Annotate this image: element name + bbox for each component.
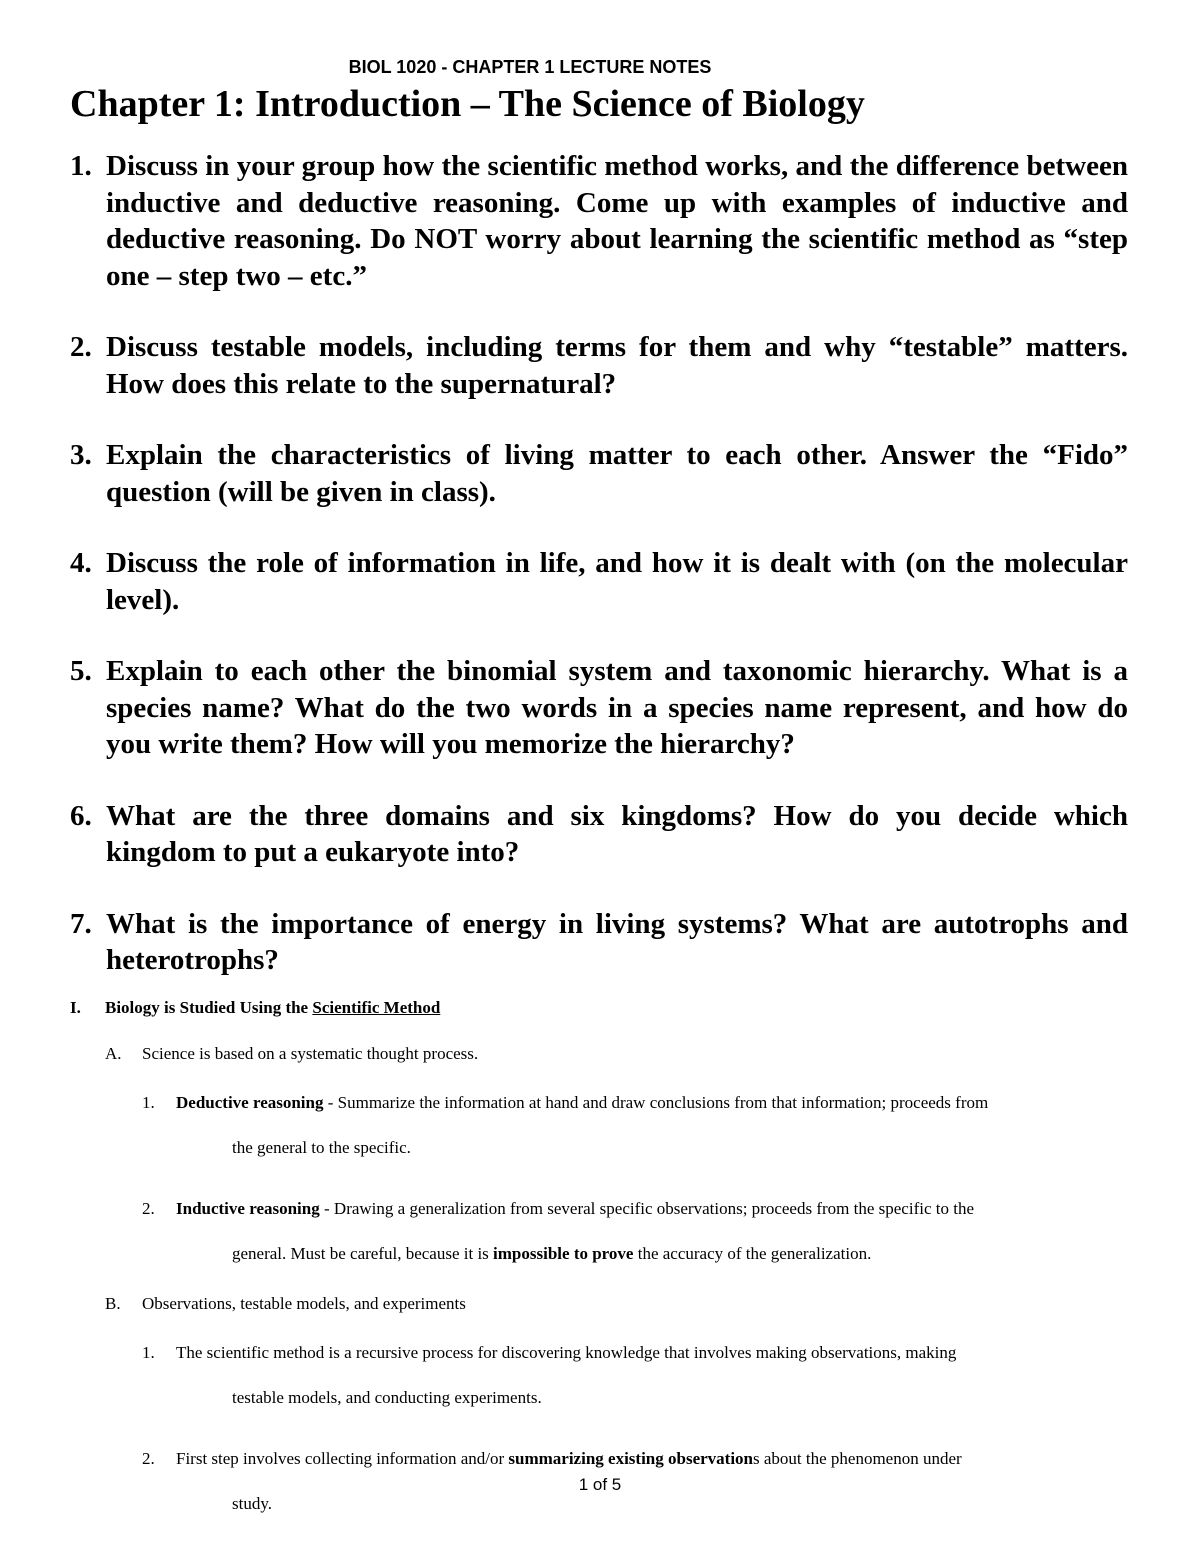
question-text: What are the three domains and six kingdoms? How do you decide which kingdom to put a eukaryote into? bbox=[106, 799, 1128, 868]
emphasis: summarizing existing observation bbox=[508, 1449, 753, 1468]
subsection-b bbox=[70, 1294, 1130, 1314]
item-continuation: testable models, and conducting experiments. bbox=[232, 1388, 542, 1407]
subsection-a bbox=[70, 1044, 1130, 1064]
question-number: 6. bbox=[70, 799, 92, 832]
question-text: Discuss the role of information in life, and how it is dealt with (on the molecular level). bbox=[106, 547, 1128, 616]
item-continuation: study. bbox=[232, 1494, 272, 1513]
question-number: 5. bbox=[70, 655, 92, 687]
subsection-letter: B. bbox=[105, 1294, 121, 1313]
question-item bbox=[70, 329, 1128, 402]
item-number: 2. bbox=[142, 1449, 155, 1468]
item-text bbox=[176, 1080, 1130, 1125]
page-number: 1 of 5 bbox=[578, 1475, 622, 1494]
question-number: 4. bbox=[70, 547, 92, 579]
definition: - Summarize the information at hand and draw conclusions from that information; proceeds from bbox=[323, 1093, 989, 1112]
section-number: I. bbox=[70, 998, 81, 1017]
lecture-outline bbox=[70, 998, 1130, 1526]
definition: - Drawing a generalization from several specific observations; proceeds from the specific to the bbox=[319, 1199, 974, 1218]
subsection-text: Science is based on a systematic thought process. bbox=[142, 1044, 479, 1063]
item-number: 1. bbox=[142, 1343, 155, 1362]
section-title bbox=[105, 998, 440, 1018]
question-text: Discuss testable models, including terms for them and why “testable” matters. How does this relate to the supernatural? bbox=[106, 331, 1128, 400]
section-heading bbox=[70, 998, 1130, 1026]
question-item bbox=[70, 653, 1128, 763]
item-number: 1. bbox=[142, 1093, 155, 1112]
question-text: What is the importance of energy in living systems? What are autotrophs and heterotrophs? bbox=[106, 907, 1128, 976]
discussion-questions bbox=[70, 148, 1128, 1014]
continuation-text-end: the accuracy of the generalization. bbox=[633, 1244, 872, 1263]
question-item bbox=[70, 437, 1128, 510]
outline-item bbox=[70, 1330, 1130, 1420]
question-number: 3. bbox=[70, 439, 92, 471]
running-header: BIOL 1020 - CHAPTER 1 LECTURE NOTES bbox=[348, 57, 712, 77]
outline-item bbox=[70, 1080, 1130, 1170]
subsection-letter: A. bbox=[105, 1044, 122, 1063]
item-text bbox=[176, 1186, 1130, 1231]
continuation-text: general. Must be careful, because it is bbox=[232, 1244, 494, 1263]
subsection-text: Observations, testable models, and experiments bbox=[142, 1294, 466, 1313]
item-text: The scientific method is a recursive process for discovering knowledge that involves making observations, making bbox=[176, 1343, 957, 1362]
question-item bbox=[70, 545, 1128, 618]
term: Inductive reasoning bbox=[176, 1199, 320, 1218]
section-title-underlined: Scientific Method bbox=[312, 998, 441, 1017]
question-number: 1. bbox=[70, 150, 92, 182]
question-text: Discuss in your group how the scientific method works, and the difference between inductive and deductive reasoning. Come up with examples of inductive and deductive reasoning. Do NOT worry about learning the scientific method as “step one – step two – etc.” bbox=[106, 150, 1128, 292]
item-number: 2. bbox=[142, 1199, 155, 1218]
item-text-end: s about the phenomenon under bbox=[753, 1449, 962, 1468]
emphasis: impossible to prove bbox=[493, 1244, 634, 1263]
question-text: Explain the characteristics of living matter to each other. Answer the “Fido” question (will be given in class). bbox=[106, 439, 1128, 508]
question-item bbox=[70, 798, 1128, 871]
question-text: Explain to each other the binomial system and taxonomic hierarchy. What is a species name? What do the two words in a species name represent, and how do you write them? How will you memorize the hierarchy? bbox=[106, 655, 1128, 760]
item-text-start: First step involves collecting information and/or bbox=[176, 1449, 509, 1468]
question-number: 2. bbox=[70, 331, 92, 363]
section-title-text: Biology is Studied Using the bbox=[105, 998, 313, 1017]
question-item bbox=[70, 148, 1128, 294]
chapter-title: Chapter 1: Introduction – The Science of Biology bbox=[70, 83, 865, 125]
item-continuation: the general to the specific. bbox=[232, 1138, 411, 1157]
question-number: 7. bbox=[70, 907, 92, 940]
question-item bbox=[70, 906, 1128, 979]
outline-item bbox=[70, 1186, 1130, 1276]
item-continuation bbox=[204, 1231, 1130, 1276]
term: Deductive reasoning bbox=[176, 1093, 324, 1112]
